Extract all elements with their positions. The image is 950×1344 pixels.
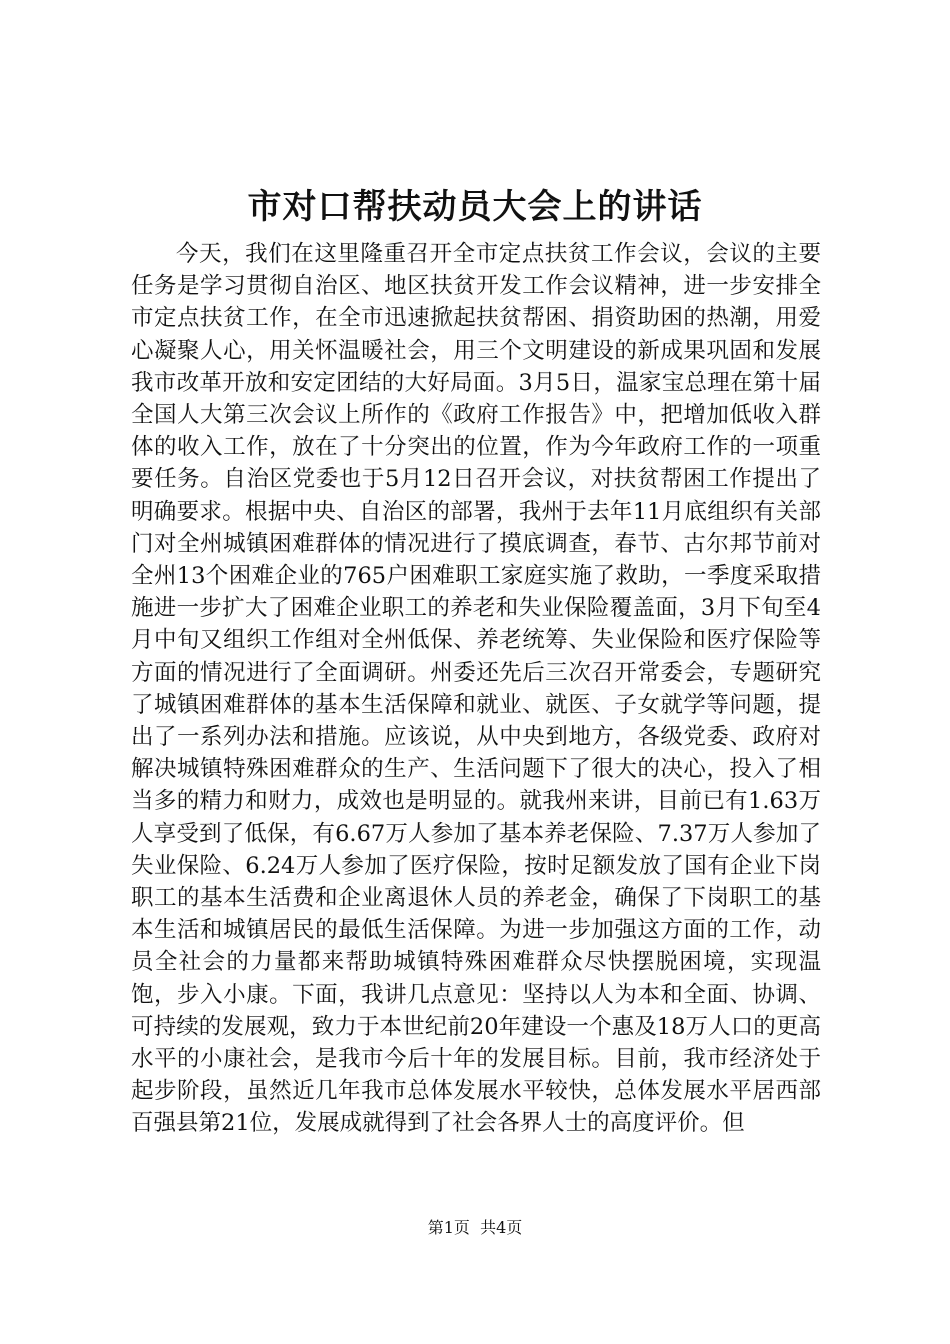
page-number: 第1页 共4页 bbox=[427, 1218, 523, 1237]
document-title: 市对口帮扶动员大会上的讲话 bbox=[247, 187, 703, 227]
page-footer bbox=[0, 1218, 950, 1238]
body-paragraph: 今天，我们在这里隆重召开全市定点扶贫工作会议，会议的主要任务是学习贯彻自治区、地区扶贫开发工作会议精神，进一步安排全市定点扶贫工作，在全市迅速掀起扶贫帮困、捐资助困的热潮，用爱心凝聚人心，用关怀温暖社会，用三个文明建设的新成果巩固和发展我市改革开放和安定团结的大好局面。3月5日，温家宝总理在第十届全国人大第三次会议上所作的《政府工作报告》中，把增加低收入群体的收入工作，放在了十分突出的位置，作为今年政府工作的一项重要任务。自治区党委也于5月12日召开会议，对扶贫帮困工作提出了明确要求。根据中央、自治区的部署，我州于去年11月底组织有关部门对全州城镇困难群体的情况进行了摸底调查，春节、古尔邦节前对全州13个困难企业的765户困难职工家庭实施了救助，一季度采取措施进一步扩大了困难企业职工的养老和失业保险覆盖面，3月下旬至4月中旬又组织工作组对全州低保、养老统筹、失业保险和医疗保险等方面的情况进行了全面调研。州委还先后三次召开常委会，专题研究了城镇困难群体的基本生活保障和就业、就医、子女就学等问题，提出了一系列办法和措施。应该说，从中央到地方，各级党委、政府对解决城镇特殊困难群众的生产、生活问题下了很大的决心，投入了相当多的精力和财力，成效也是明显的。就我州来讲，目前已有1.63万人享受到了低保，有6.67万人参加了基本养老保险、7.37万人参加了失业保险、6.24万人参加了医疗保险，按时足额发放了国有企业下岗职工的基本生活费和企业离退休人员的养老金，确保了下岗职工的基本生活和城镇居民的最低生活保障。为进一步加强这方面的工作，动员全社会的力量都来帮助城镇特殊困难群众尽快摆脱困境，实现温饱，步入小康。下面，我讲几点意见：坚持以人为本和全面、协调、可持续的发展观，致力于本世纪前20年建设一个惠及18万人口的更高水平的小康社会，是我市今后十年的发展目标。目前，我市经济处于起步阶段，虽然近几年我市总体发展水平较快，总体发展水平居西部百强县第21位，发展成就得到了社会各界人士的高度评价。但 bbox=[131, 241, 821, 1137]
